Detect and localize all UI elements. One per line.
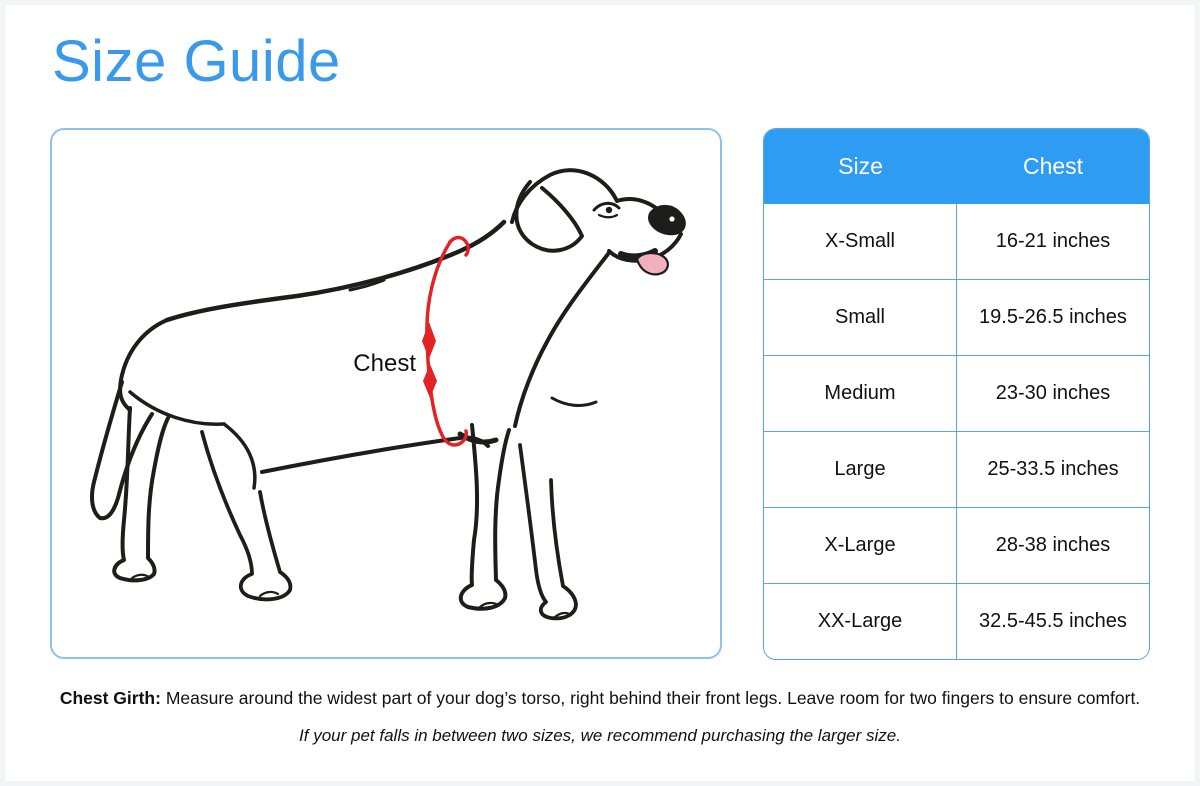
chest-cell: 25-33.5 inches [987,458,1119,480]
chest-cell: 32.5-45.5 inches [979,610,1127,632]
size-cell: Large [764,432,957,507]
size-cell: X-Large [764,508,957,583]
measure-arrow-down-icon [422,322,436,359]
page-title: Size Guide [52,29,341,94]
chest-girth-label: Chest Girth: [59,688,161,708]
size-cell: X-Small [764,204,957,279]
chest-cell: 23-30 inches [995,382,1111,404]
chest-girth-text: Measure around the widest part of your dog’s torso, right behind their front legs. Leave room for two fingers to ensure comfort. [165,688,1141,708]
chest-cell: 28-38 inches [995,534,1111,556]
dog-outline [92,170,686,618]
chest-label: Chest [353,350,416,377]
dog-diagram-panel [50,128,722,659]
chest-cell: 16-21 inches [995,230,1111,252]
chest-measure-line [422,238,468,445]
table-row [764,583,1149,659]
size-chart-table [763,128,1150,660]
table-row [764,507,1149,583]
table-header-row [764,129,1149,204]
table-row [764,204,1149,279]
dog-illustration [52,130,720,657]
size-cell: Medium [764,356,957,431]
table-row [764,279,1149,355]
measure-arrow-up-icon [423,364,437,398]
size-cell: XX-Large [764,584,957,659]
column-header-chest: Chest [1022,153,1084,179]
between-sizes-note: If your pet falls in between two sizes, we recommend purchasing the larger size. [299,726,901,745]
chest-girth-note [0,688,1200,709]
size-cell: Small [764,280,957,355]
table-row [764,431,1149,507]
column-header-size: Size [838,153,883,179]
table-row [764,355,1149,431]
chest-cell: 19.5-26.5 inches [979,306,1127,328]
